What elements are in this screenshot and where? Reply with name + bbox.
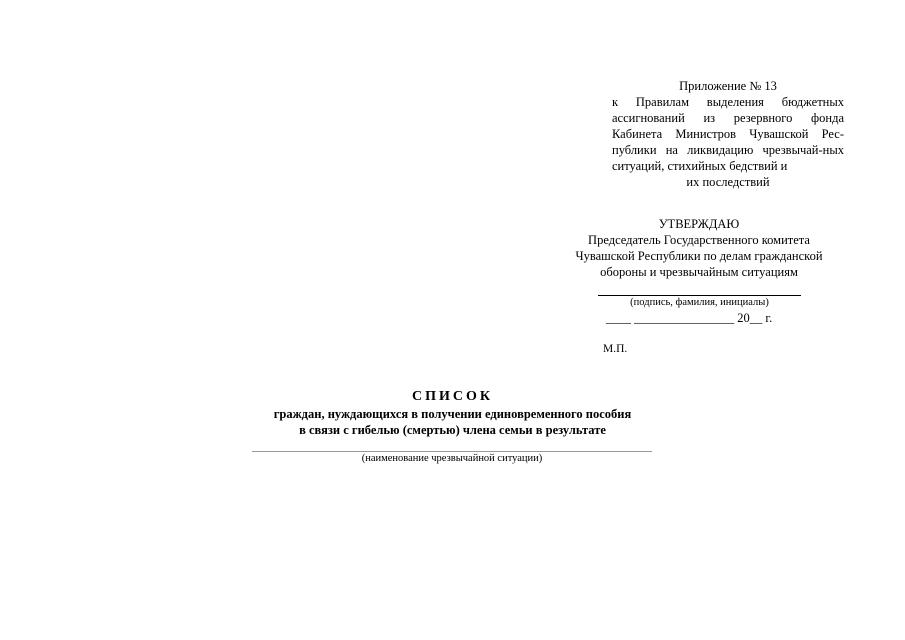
appendix-block xyxy=(612,78,844,190)
approval-position-line-1: Председатель Государственного комитета xyxy=(588,233,810,247)
signature-caption: (подпись, фамилия, инициалы) xyxy=(630,297,769,308)
stamp-place: М.П. xyxy=(603,343,628,355)
list-title-block xyxy=(200,388,705,438)
approval-block xyxy=(540,216,858,280)
approval-position-line-3: обороны и чрезвычайным ситуациям xyxy=(600,265,798,279)
approval-position-line-2: Чувашской Республики по делам гражданской xyxy=(575,249,823,263)
list-subtitle-line-2: в связи с гибелью (смертью) члена семьи в результате xyxy=(299,423,606,437)
situation-caption: (наименование чрезвычайной ситуации) xyxy=(361,453,543,464)
signature-line xyxy=(598,295,801,296)
appendix-text-tail: их последствий xyxy=(686,175,770,189)
approval-date: ____ ________________ 20__ г. xyxy=(606,311,773,325)
approval-heading: УТВЕРЖДАЮ xyxy=(658,217,740,231)
list-subtitle-line-1: граждан, нуждающихся в получении единовременного пособия xyxy=(273,407,632,421)
list-title: СПИСОК xyxy=(411,389,494,404)
appendix-number: Приложение № 13 xyxy=(679,79,777,93)
appendix-text: к Правилам выделения бюджетных ассигнований из резервного фонда Кабинета Министров Чувашской Рес-публики на ликвидацию чрезвычай-ных ситуаций, стихийных бедствий и xyxy=(612,95,844,173)
situation-line xyxy=(252,451,652,452)
